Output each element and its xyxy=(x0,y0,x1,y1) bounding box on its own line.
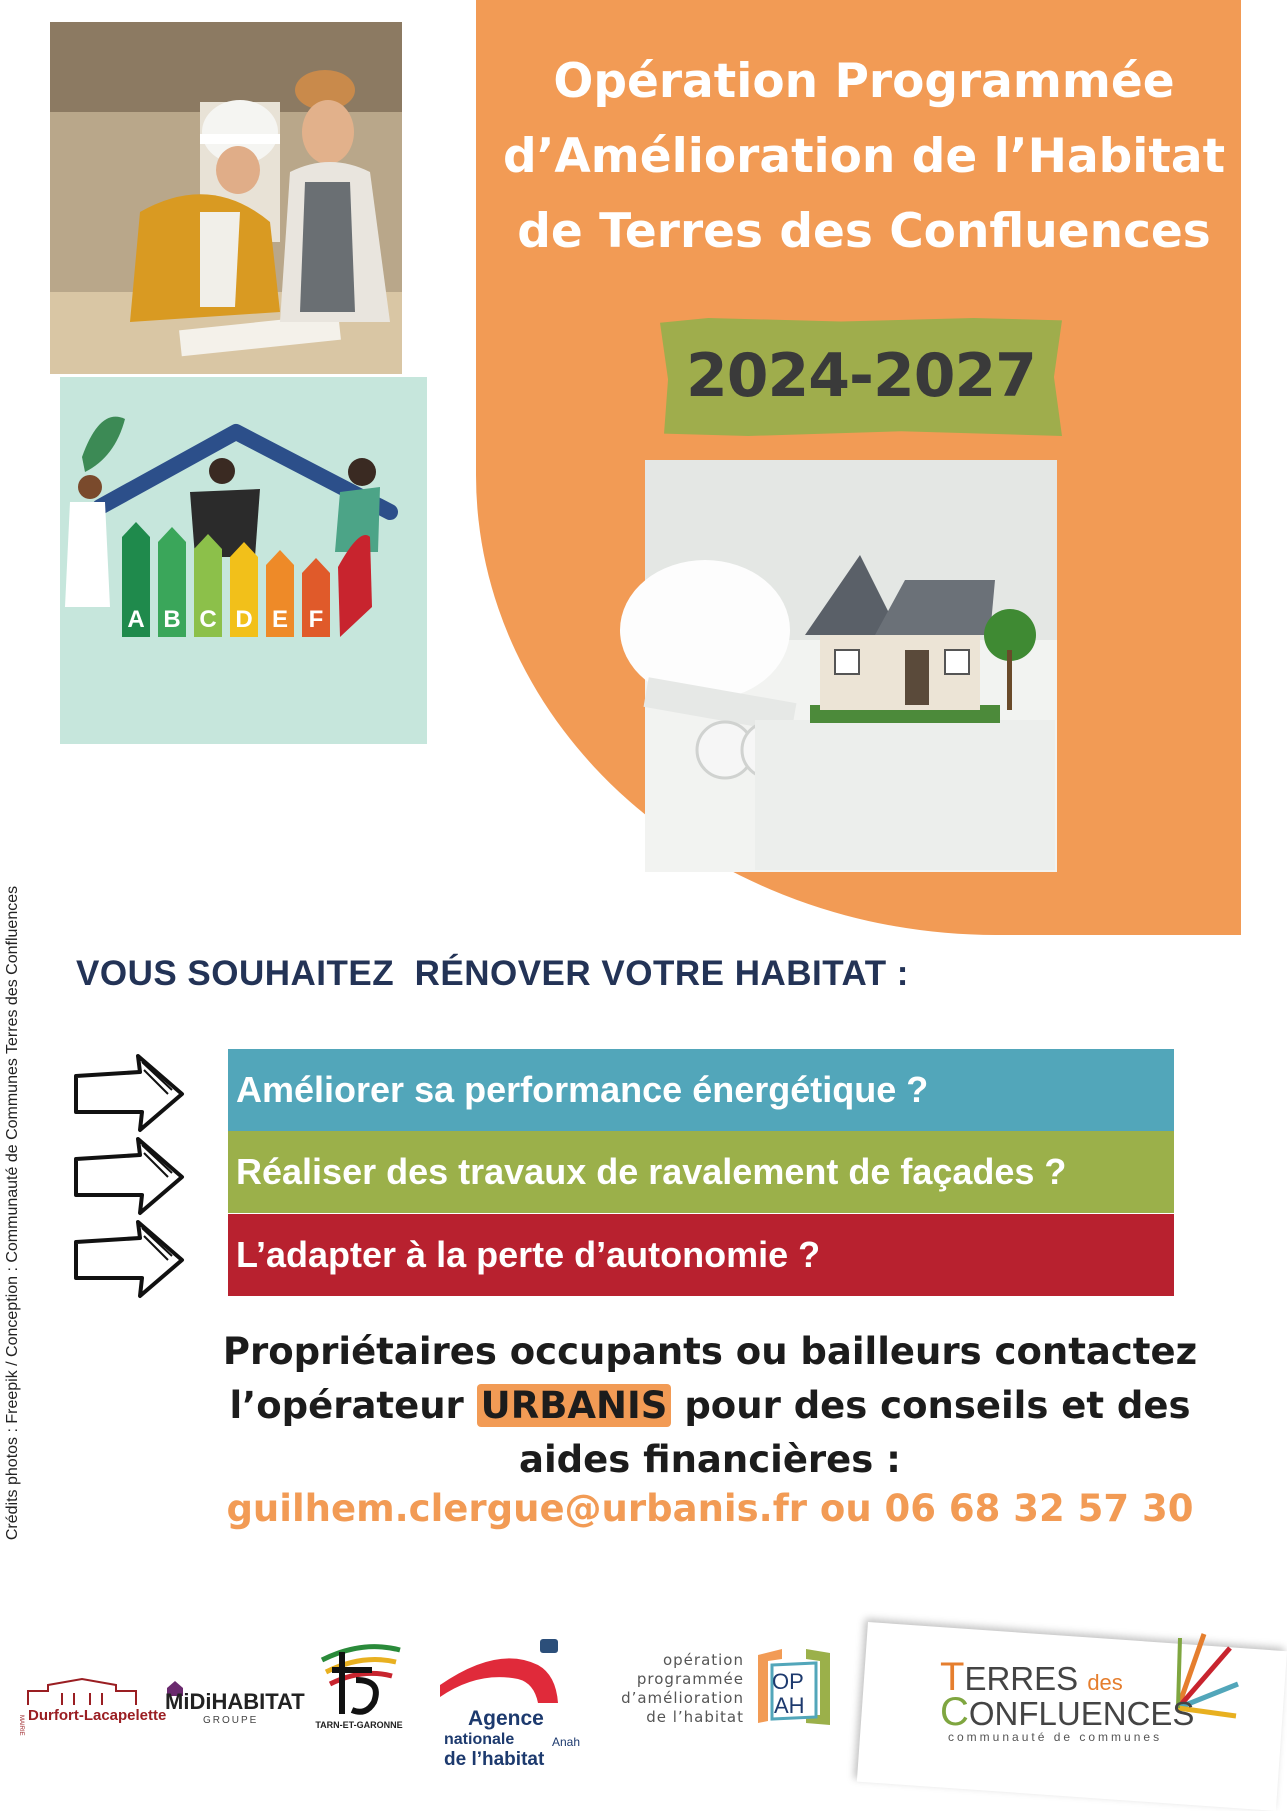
operator-name-highlight: URBANIS xyxy=(477,1384,672,1427)
contact-line-2 xyxy=(180,1379,1240,1433)
contact-text xyxy=(180,1325,1240,1487)
opah-line-3: d’amélioration xyxy=(621,1689,744,1707)
workers-illustration xyxy=(50,22,402,374)
energy-label-c: C xyxy=(199,606,217,633)
house-model-photo xyxy=(645,460,1057,872)
arrow-right-icon xyxy=(72,1050,188,1136)
durfort-small-label: MAIRIE xyxy=(18,1715,24,1736)
energy-label-e: E xyxy=(271,606,289,633)
energy-rating-illustration xyxy=(60,377,427,744)
opah-line-1: opération xyxy=(662,1651,744,1669)
midi-habitat-text: MiDiHABITAT xyxy=(165,1689,305,1714)
contact-email-phone[interactable]: guilhem.clergue@urbanis.fr ou 06 68 32 57 30 xyxy=(226,1487,1194,1530)
anah-text-anah: Anah xyxy=(552,1735,581,1749)
workers-photo xyxy=(50,22,402,374)
opah-line-4: de l’habitat xyxy=(646,1708,744,1726)
photo-credits: Crédits photos : Freepik / Conception : Communauté de Communes Terres des Confluences xyxy=(4,885,21,1541)
durfort-lacapelette-logo xyxy=(18,1677,167,1736)
ttc-subtitle: communauté de communes xyxy=(948,1730,1163,1744)
anah-text-nationale: nationale xyxy=(444,1731,515,1748)
option-energy-performance: Améliorer sa performance énergétique ? xyxy=(228,1049,1174,1131)
house-model-illustration xyxy=(645,460,1057,872)
opah-logo xyxy=(752,1645,836,1731)
opah-line-2: programmée xyxy=(636,1670,744,1688)
contact-line-3: aides financières : xyxy=(519,1438,901,1481)
arrow-right-icon xyxy=(72,1216,188,1302)
option-facade-renovation: Réaliser des travaux de ravalement de façades ? xyxy=(228,1131,1174,1213)
tarn-et-garonne-logo xyxy=(312,1640,406,1740)
arrow-right-icon xyxy=(72,1133,188,1219)
ttc-initial-c: C xyxy=(940,1690,969,1734)
option-autonomy-adaptation: L’adapter à la perte d’autonomie ? xyxy=(228,1214,1174,1296)
opah-description xyxy=(604,1651,744,1727)
midi-habitat-subtext: GROUPE xyxy=(203,1715,259,1726)
ttc-line-2 xyxy=(940,1690,1194,1735)
energy-label-d: D xyxy=(235,606,253,633)
ttc-onfluences: ONFLUENCES xyxy=(968,1695,1195,1732)
title-line-2: d’Amélioration de l’Habitat xyxy=(502,129,1226,184)
ttc-des: des xyxy=(1087,1670,1123,1695)
anah-emblem xyxy=(438,1635,588,1705)
durfort-logo-text: Durfort-Lacapelette xyxy=(28,1707,167,1724)
anah-text-agence: Agence xyxy=(468,1707,544,1730)
energy-house-graphic xyxy=(60,377,427,744)
tarn-et-garonne-text: TARN-ET-GARONNE xyxy=(315,1720,403,1730)
ttc-erres: ERRES xyxy=(964,1660,1079,1697)
year-range: 2024-2027 xyxy=(686,341,1036,411)
town-hall-icon xyxy=(18,1677,146,1707)
title-line-1: Opération Programmée xyxy=(553,54,1175,109)
renovation-question: VOUS SOUHAITEZ RÉNOVER VOTRE HABITAT : xyxy=(76,954,909,993)
energy-label-a: A xyxy=(127,606,145,633)
anah-logo xyxy=(438,1635,588,1770)
energy-label-f: F xyxy=(308,606,324,633)
opah-op: OP xyxy=(772,1669,804,1694)
page-title xyxy=(490,44,1238,269)
opah-ah: AH xyxy=(774,1693,805,1718)
ttc-initial-t: T xyxy=(940,1655,965,1699)
midi-habitat-logo xyxy=(165,1679,305,1729)
contact-line-1: Propriétaires occupants ou bailleurs contactez xyxy=(222,1330,1198,1373)
tarn-et-garonne-emblem xyxy=(312,1640,406,1720)
energy-label-b: B xyxy=(163,606,181,633)
contact-line-2-before: l’opérateur xyxy=(229,1384,477,1427)
contact-line-2-after: pour des conseils et des xyxy=(671,1384,1191,1427)
anah-text-habitat: de l’habitat xyxy=(444,1749,545,1770)
title-line-3: de Terres des Confluences xyxy=(517,204,1211,259)
